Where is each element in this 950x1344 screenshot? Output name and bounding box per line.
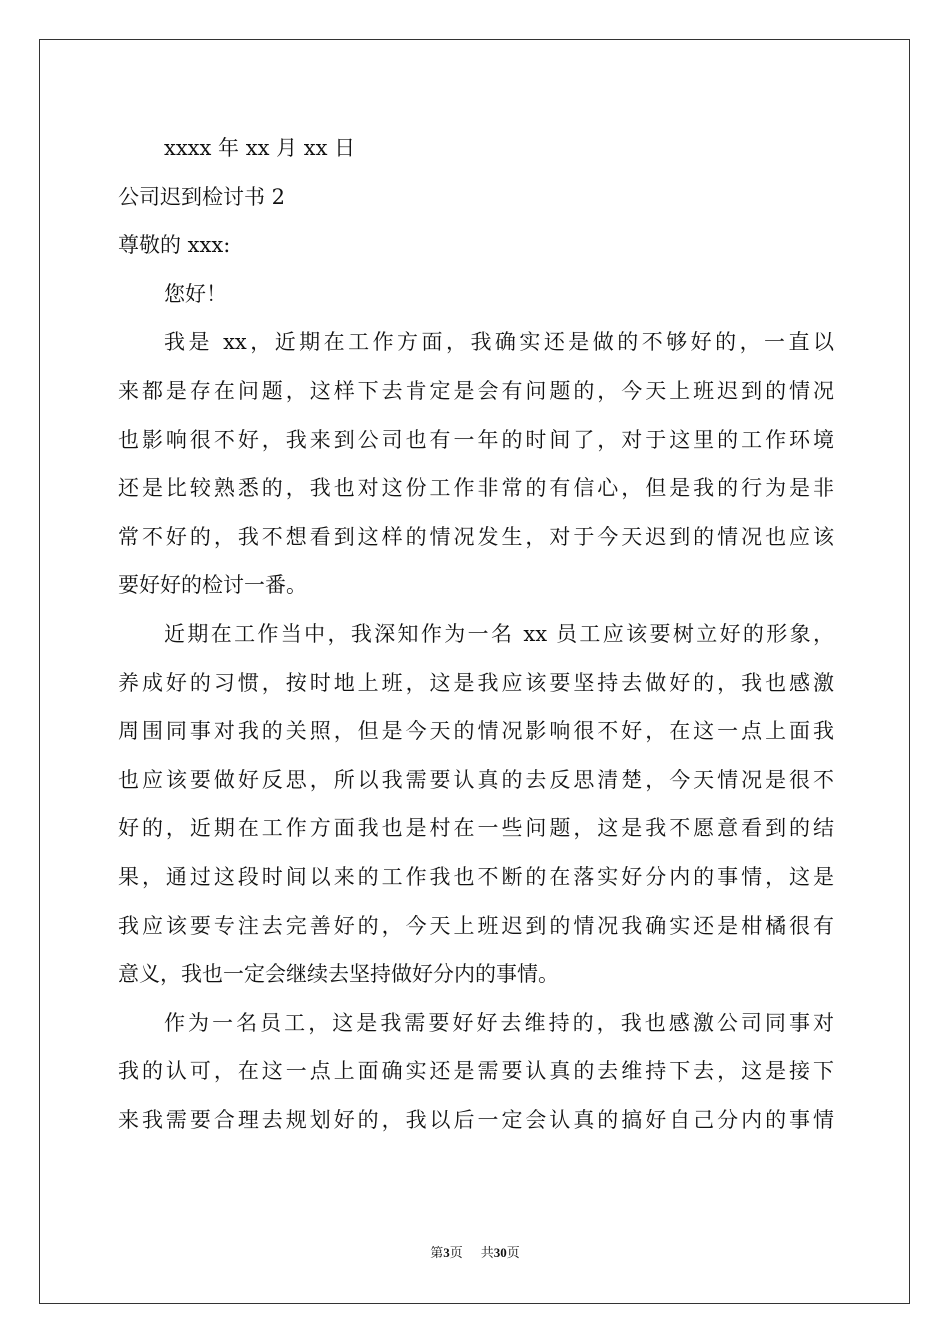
footer-prefix: 第 — [430, 1246, 444, 1261]
text-line: 要好好的检讨一番。 — [118, 573, 307, 598]
page-footer — [0, 1244, 950, 1263]
text-line: 果，通过这段时间以来的工作我也不断的在落实好分内的事情，这是 — [118, 864, 834, 889]
text-line: 来我需要合理去规划好的，我以后一定会认真的搞好自己分内的事情 — [118, 1107, 834, 1132]
text-line: 我的认可，在这一点上面确实还是需要认真的去维持下去，这是接下 — [118, 1059, 834, 1084]
footer-page-number: 3 — [443, 1245, 450, 1260]
text-line: 也应该要做好反思，所以我需要认真的去反思清楚，今天情况是很不 — [118, 767, 834, 792]
text-line: 意义，我也一定会继续去坚持做好分内的事情。 — [118, 962, 559, 987]
text-line: 尊敬的 xxx: — [118, 233, 231, 258]
text-line: 公司迟到检讨书 2 — [118, 184, 286, 209]
text-line: 来都是存在问题，这样下去肯定是会有问题的，今天上班迟到的情况 — [118, 378, 834, 403]
text-line: 养成好的习惯，按时地上班，这是我应该要坚持去做好的，我也感激 — [118, 670, 834, 695]
text-line: 也影响很不好，我来到公司也有一年的时间了，对于这里的工作环境 — [118, 427, 834, 452]
footer-total-prefix: 共 — [480, 1246, 494, 1261]
footer-page-unit: 页 — [449, 1246, 463, 1261]
text-line: 常不好的，我不想看到这样的情况发生，对于今天迟到的情况也应该 — [118, 524, 834, 549]
document-body — [118, 124, 834, 1144]
text-line: 还是比较熟悉的，我也对这份工作非常的有信心，但是我的行为是非 — [118, 476, 834, 501]
text-line: 周围同事对我的关照，但是今天的情况影响很不好，在这一点上面我 — [118, 719, 834, 744]
text-line: xxxx 年 xx 月 xx 日 — [164, 136, 356, 160]
text-line: 作为一名员工，这是我需要好好去维持的，我也感激公司同事对 — [164, 1010, 834, 1035]
text-line: 我是 xx，近期在工作方面，我确实还是做的不够好的，一直以 — [164, 330, 834, 355]
text-line: 好的，近期在工作方面我也是村在一些问题，这是我不愿意看到的结 — [118, 816, 834, 841]
text-line: 我应该要专注去完善好的，今天上班迟到的情况我确实还是柑橘很有 — [118, 913, 834, 938]
footer-total-unit: 页 — [506, 1246, 520, 1261]
text-line: 近期在工作当中，我深知作为一名 xx 员工应该要树立好的形象， — [164, 621, 834, 646]
footer-total-pages: 30 — [493, 1245, 507, 1260]
text-line: 您好！ — [164, 281, 227, 306]
